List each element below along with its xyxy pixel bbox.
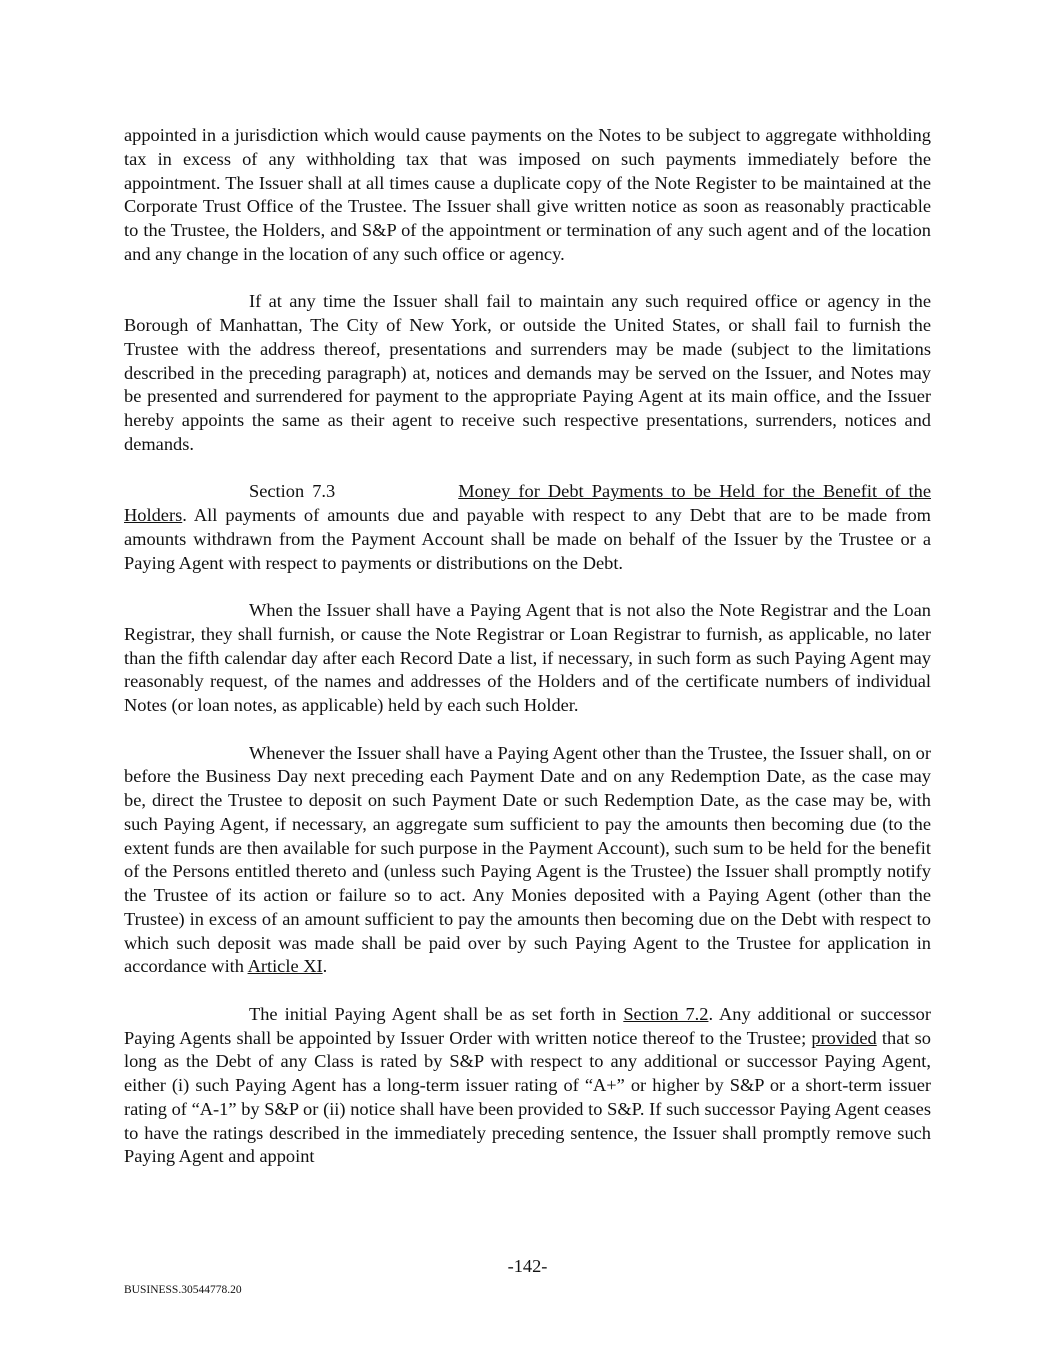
- paragraph: [124, 480, 931, 575]
- document-id: BUSINESS.30544778.20: [124, 1284, 242, 1296]
- paragraph-text: If at any time the Issuer shall fail to maintain any such required office or agency in the Borough of Manhattan, The City of New York, or outside the United States, or shall fail to furnish the Trustee with the address thereof, presentations and surrenders may be made (subject to the limitations described in the preceding paragraph) at, notices and demands may be served on the Issuer, and Notes may be presented and surrendered for payment to the appropriate Paying Agent at its main office, and the Issuer hereby appoints the same as their agent to receive such respective presentations, surrenders, notices and demands.: [124, 291, 931, 454]
- underlined-text: Section 7.2: [623, 1003, 709, 1024]
- paragraph-text: The initial Paying Agent shall be as set forth in: [249, 1003, 624, 1024]
- underlined-text: provided: [811, 1027, 877, 1048]
- paragraph: [124, 124, 931, 267]
- paragraph-text: Section 7.3: [249, 481, 336, 502]
- document-body: [124, 124, 931, 1193]
- paragraph-text: appointed in a jurisdiction which would cause payments on the Notes to be subject to aggregate withholding tax in excess of any withholding tax that was imposed on such payments immediately before the appointment. The Issuer shall at all times cause a duplicate copy of the Note Register to be maintained at the Corporate Trust Office of the Trustee. The Issuer shall give written notice as soon as reasonably practicable to the Trustee, the Holders, and S&P of the appointment or termination of any such agent and of the location and any change in the location of any such office or agency.: [124, 125, 931, 264]
- paragraph-text: . Any additional or successor Paying Agents shall be appointed by Issuer Order with written notice thereof to the Trustee;: [124, 1003, 932, 1048]
- page-number: -142-: [507, 1256, 548, 1276]
- paragraph-text: that so long as the Debt of any Class is rated by S&P with respect to any additional or successor Paying Agent, either (i) such Paying Agent has a long-term issuer rating of “A+” or higher by S&P or a short-term issuer rating of “A-1” by S&P or (ii) notice shall have been provided to S&P. If such successor Paying Agent ceases to have the ratings described in the immediately preceding sentence, the Issuer shall promptly remove such Paying Agent and appoint: [124, 1027, 932, 1167]
- paragraph-text: Whenever the Issuer shall have a Paying Agent other than the Trustee, the Issuer shall, on or before the Business Day next preceding each Payment Date and on any Redemption Date, as the case may be, direct the Trustee to deposit on such Payment Date or such Redemption Date, as the case may be, with such Paying Agent, if necessary, an aggregate sum sufficient to pay the amounts then becoming due (to the extent funds are then available for such purpose in the Payment Account), such sum to be held for the benefit of the Persons entitled thereto and (unless such Paying Agent is the Trustee) the Issuer shall promptly notify the Trustee of its action or failure so to act. Any Monies deposited with a Paying Agent (other than the Trustee) in excess of an amount sufficient to pay the amounts then becoming due on the Debt with respect to which such deposit was made shall be paid over by such Paying Agent to the Trustee for application in accordance with: [124, 742, 931, 977]
- underlined-text: Article XI: [247, 956, 323, 977]
- paragraph: [124, 1003, 931, 1169]
- paragraph-text: . All payments of amounts due and payable with respect to any Debt that are to be made from amounts withdrawn from the Payment Account shall be made on behalf of the Issuer by the Trustee or a Paying Agent with respect to payments or distributions on the Debt.: [124, 505, 931, 573]
- paragraph: [124, 599, 931, 718]
- paragraph: [124, 742, 931, 980]
- underlined-text: Money for Debt Payments to be Held for the Benefit of the Holders: [124, 481, 931, 525]
- paragraph: [124, 290, 931, 456]
- paragraph-text: When the Issuer shall have a Paying Agent that is not also the Note Registrar and the Loan Registrar, they shall furnish, or cause the Note Registrar or Loan Registrar to furnish, as applicable, no later than the fifth calendar day after each Record Date a list, if necessary, in such form as such Paying Agent may reasonably request, of the names and addresses of the Holders and of the certificate numbers of individual Notes (or loan notes, as applicable) held by each such Holder.: [124, 600, 931, 715]
- paragraph-text: .: [322, 956, 328, 977]
